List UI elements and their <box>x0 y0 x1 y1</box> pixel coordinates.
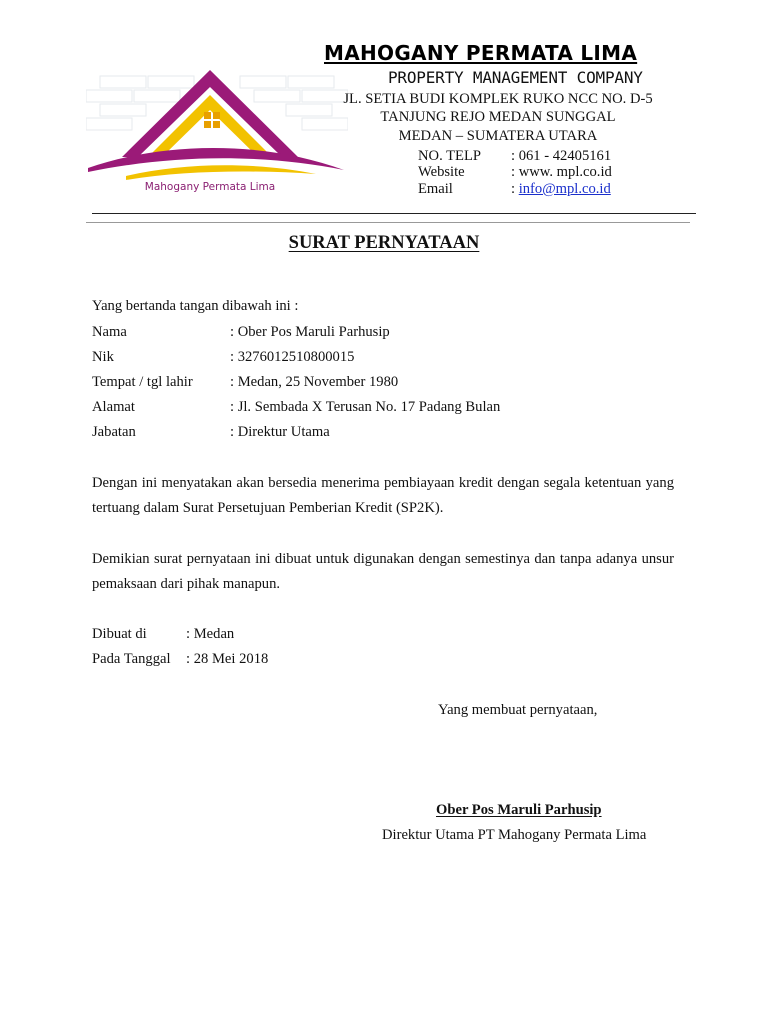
header-divider <box>92 213 696 214</box>
signer-title: Direktur Utama PT Mahogany Permata Lima <box>382 827 647 843</box>
field-label-birth: Tempat / tgl lahir <box>92 374 193 390</box>
contact-value <box>511 181 611 198</box>
address-line-1: JL. SETIA BUDI KOMPLEK RUKO NCC NO. D-5 <box>343 91 653 107</box>
field-value-nama: : Ober Pos Maruli Parhusip <box>230 324 390 340</box>
field-label-nik: Nik <box>92 349 114 365</box>
address-line-3: MEDAN – SUMATERA UTARA <box>398 128 598 144</box>
swoosh-yellow <box>126 165 316 180</box>
logo-text: Mahogany Permata Lima <box>144 181 276 193</box>
document-title <box>0 233 768 254</box>
company-logo <box>86 62 348 200</box>
field-value-birth: : Medan, 25 November 1980 <box>230 374 399 390</box>
intro-text: Yang bertanda tangan dibawah ini : <box>92 298 299 314</box>
window-icon <box>204 112 220 128</box>
field-value-jabatan: : Direktur Utama <box>230 424 330 440</box>
company-subtitle: PROPERTY MANAGEMENT COMPANY <box>388 68 643 87</box>
field-value-nik: : 3276012510800015 <box>230 349 355 365</box>
field-label-jabatan: Jabatan <box>92 424 136 440</box>
field-label-nama: Nama <box>92 324 127 340</box>
field-value-alamat: : Jl. Sembada X Terusan No. 17 Padang Bulan <box>230 399 501 415</box>
contact-label: Website <box>418 164 465 180</box>
contact-value: : 061 - 42405161 <box>511 148 612 164</box>
address-line-2: TANJUNG REJO MEDAN SUNGGAL <box>380 109 616 125</box>
statement-paragraph: Dengan ini menyatakan akan bersedia menerima pembiayaan kredit dengan segala ketentuan yang tertuang dalam Surat Persetujuan Pemberian Kredit (SP2K). <box>92 475 674 516</box>
document-title-text: SURAT PERNYATAAN <box>288 233 480 253</box>
field-label-alamat: Alamat <box>92 399 135 415</box>
closing-paragraph: Demikian surat pernyataan ini dibuat untuk digunakan dengan semestinya dan tanpa adanya unsur pemaksaan dari pihak manapun. <box>92 551 674 592</box>
header-divider-thin <box>86 222 690 223</box>
contact-value: : www. mpl.co.id <box>511 164 612 180</box>
date-value: : 28 Mei 2018 <box>186 651 269 667</box>
date-label: Pada Tanggal <box>92 651 171 667</box>
contact-label: Email <box>418 181 453 197</box>
closing-salutation: Yang membuat pernyataan, <box>438 702 598 718</box>
place-value: : Medan <box>186 626 235 642</box>
email-link[interactable]: info@mpl.co.id <box>518 181 611 197</box>
contact-label: NO. TELP <box>418 148 481 164</box>
signer-name: Ober Pos Maruli Parhusip <box>436 802 602 818</box>
place-label: Dibuat di <box>92 626 147 642</box>
company-name: MAHOGANY PERMATA LIMA <box>324 41 638 65</box>
email-prefix: : <box>511 181 519 197</box>
